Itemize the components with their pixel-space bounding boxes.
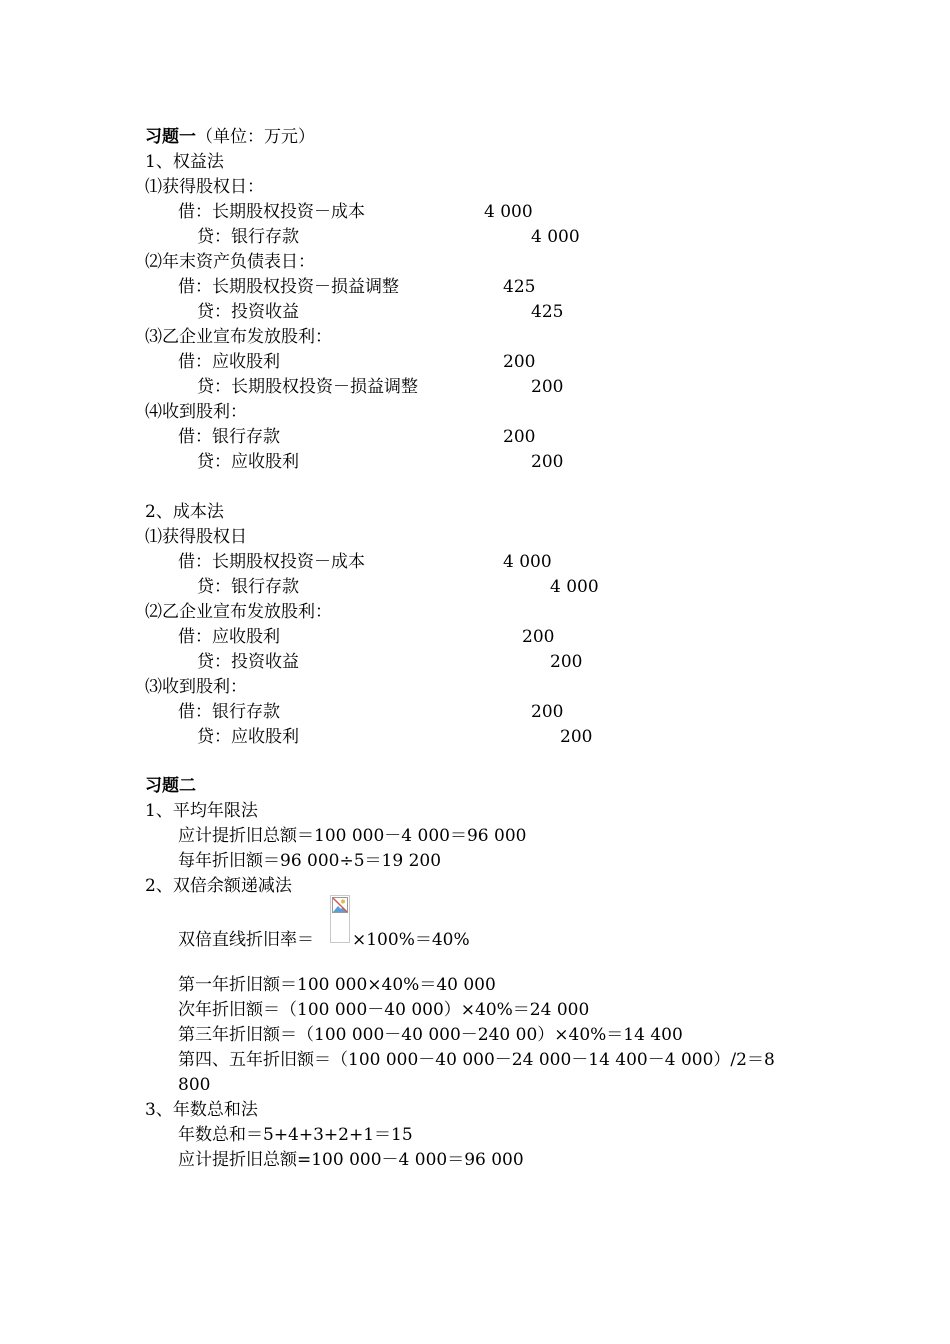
calc-line: 应计提折旧总额=100 000－4 000＝96 000 [178,1150,524,1170]
credit-amount: 200 [531,377,564,397]
credit-entry: 贷：长期股权投资－损益调整 [197,377,418,397]
section-sum-of-years: 3、年数总和法 [145,1100,258,1120]
step-heading: ⑶乙企业宣布发放股利： [145,327,332,347]
credit-amount: 200 [560,727,593,747]
debit-amount: 200 [522,627,555,647]
credit-entry: 贷：应收股利 [197,727,299,747]
step-heading: ⑵年末资产负债表日： [145,252,315,272]
debit-entry: 借：长期股权投资－成本 [178,552,365,572]
credit-amount: 4 000 [531,227,580,247]
double-rate-result: ×100%＝40% [352,930,470,950]
debit-amount: 425 [503,277,536,297]
step-heading: ⑴获得股权日 [145,527,247,547]
formula-image-placeholder [330,895,350,943]
credit-amount: 200 [550,652,583,672]
debit-entry: 借：银行存款 [178,702,280,722]
calc-line: 第四、五年折旧额＝（100 000－40 000－24 000－14 400－4 000）/2＝8 [178,1050,775,1070]
step-heading: ⑷收到股利： [145,402,247,422]
credit-amount: 425 [531,302,564,322]
debit-amount: 4 000 [484,202,533,222]
credit-entry: 贷：投资收益 [197,652,299,672]
credit-amount: 200 [531,452,564,472]
calc-line: 次年折旧额＝（100 000－40 000）×40%＝24 000 [178,1000,590,1020]
broken-image-icon [332,897,348,913]
debit-entry: 借：银行存款 [178,427,280,447]
calc-line: 每年折旧额＝96 000÷5＝19 200 [178,851,442,871]
credit-entry: 贷：投资收益 [197,302,299,322]
credit-entry: 贷：银行存款 [197,577,299,597]
debit-amount: 200 [531,702,564,722]
debit-entry: 借：应收股利 [178,627,280,647]
section-double-declining: 2、双倍余额递减法 [145,876,292,896]
step-heading: ⑵乙企业宣布发放股利： [145,602,332,622]
exercise-2-title: 习题二 [145,776,196,796]
debit-amount: 200 [503,352,536,372]
calc-line: 应计提折旧总额＝100 000－4 000＝96 000 [178,826,527,846]
calc-line: 第三年折旧额＝（100 000－40 000－240 00）×40%＝14 400 [178,1025,683,1045]
debit-amount: 4 000 [503,552,552,572]
exercise-1-title: 习题一 [145,127,196,147]
credit-amount: 4 000 [550,577,599,597]
debit-entry: 借：应收股利 [178,352,280,372]
section-equity-method: 1、权益法 [145,152,224,172]
section-cost-method: 2、成本法 [145,502,224,522]
section-straight-line: 1、平均年限法 [145,801,258,821]
step-heading: ⑴获得股权日： [145,177,264,197]
calc-line: 年数总和＝5+4+3+2+1＝15 [178,1125,413,1145]
credit-entry: 贷：银行存款 [197,227,299,247]
exercise-1-heading [145,125,315,149]
exercise-1-unit: （单位：万元） [196,127,315,147]
calc-line-continued: 800 [178,1075,211,1095]
double-rate-label: 双倍直线折旧率＝ [178,930,314,950]
calc-line: 第一年折旧额＝100 000×40%＝40 000 [178,975,496,995]
credit-entry: 贷：应收股利 [197,452,299,472]
debit-amount: 200 [503,427,536,447]
step-heading: ⑶收到股利： [145,677,247,697]
debit-entry: 借：长期股权投资－成本 [178,202,365,222]
debit-entry: 借：长期股权投资－损益调整 [178,277,399,297]
